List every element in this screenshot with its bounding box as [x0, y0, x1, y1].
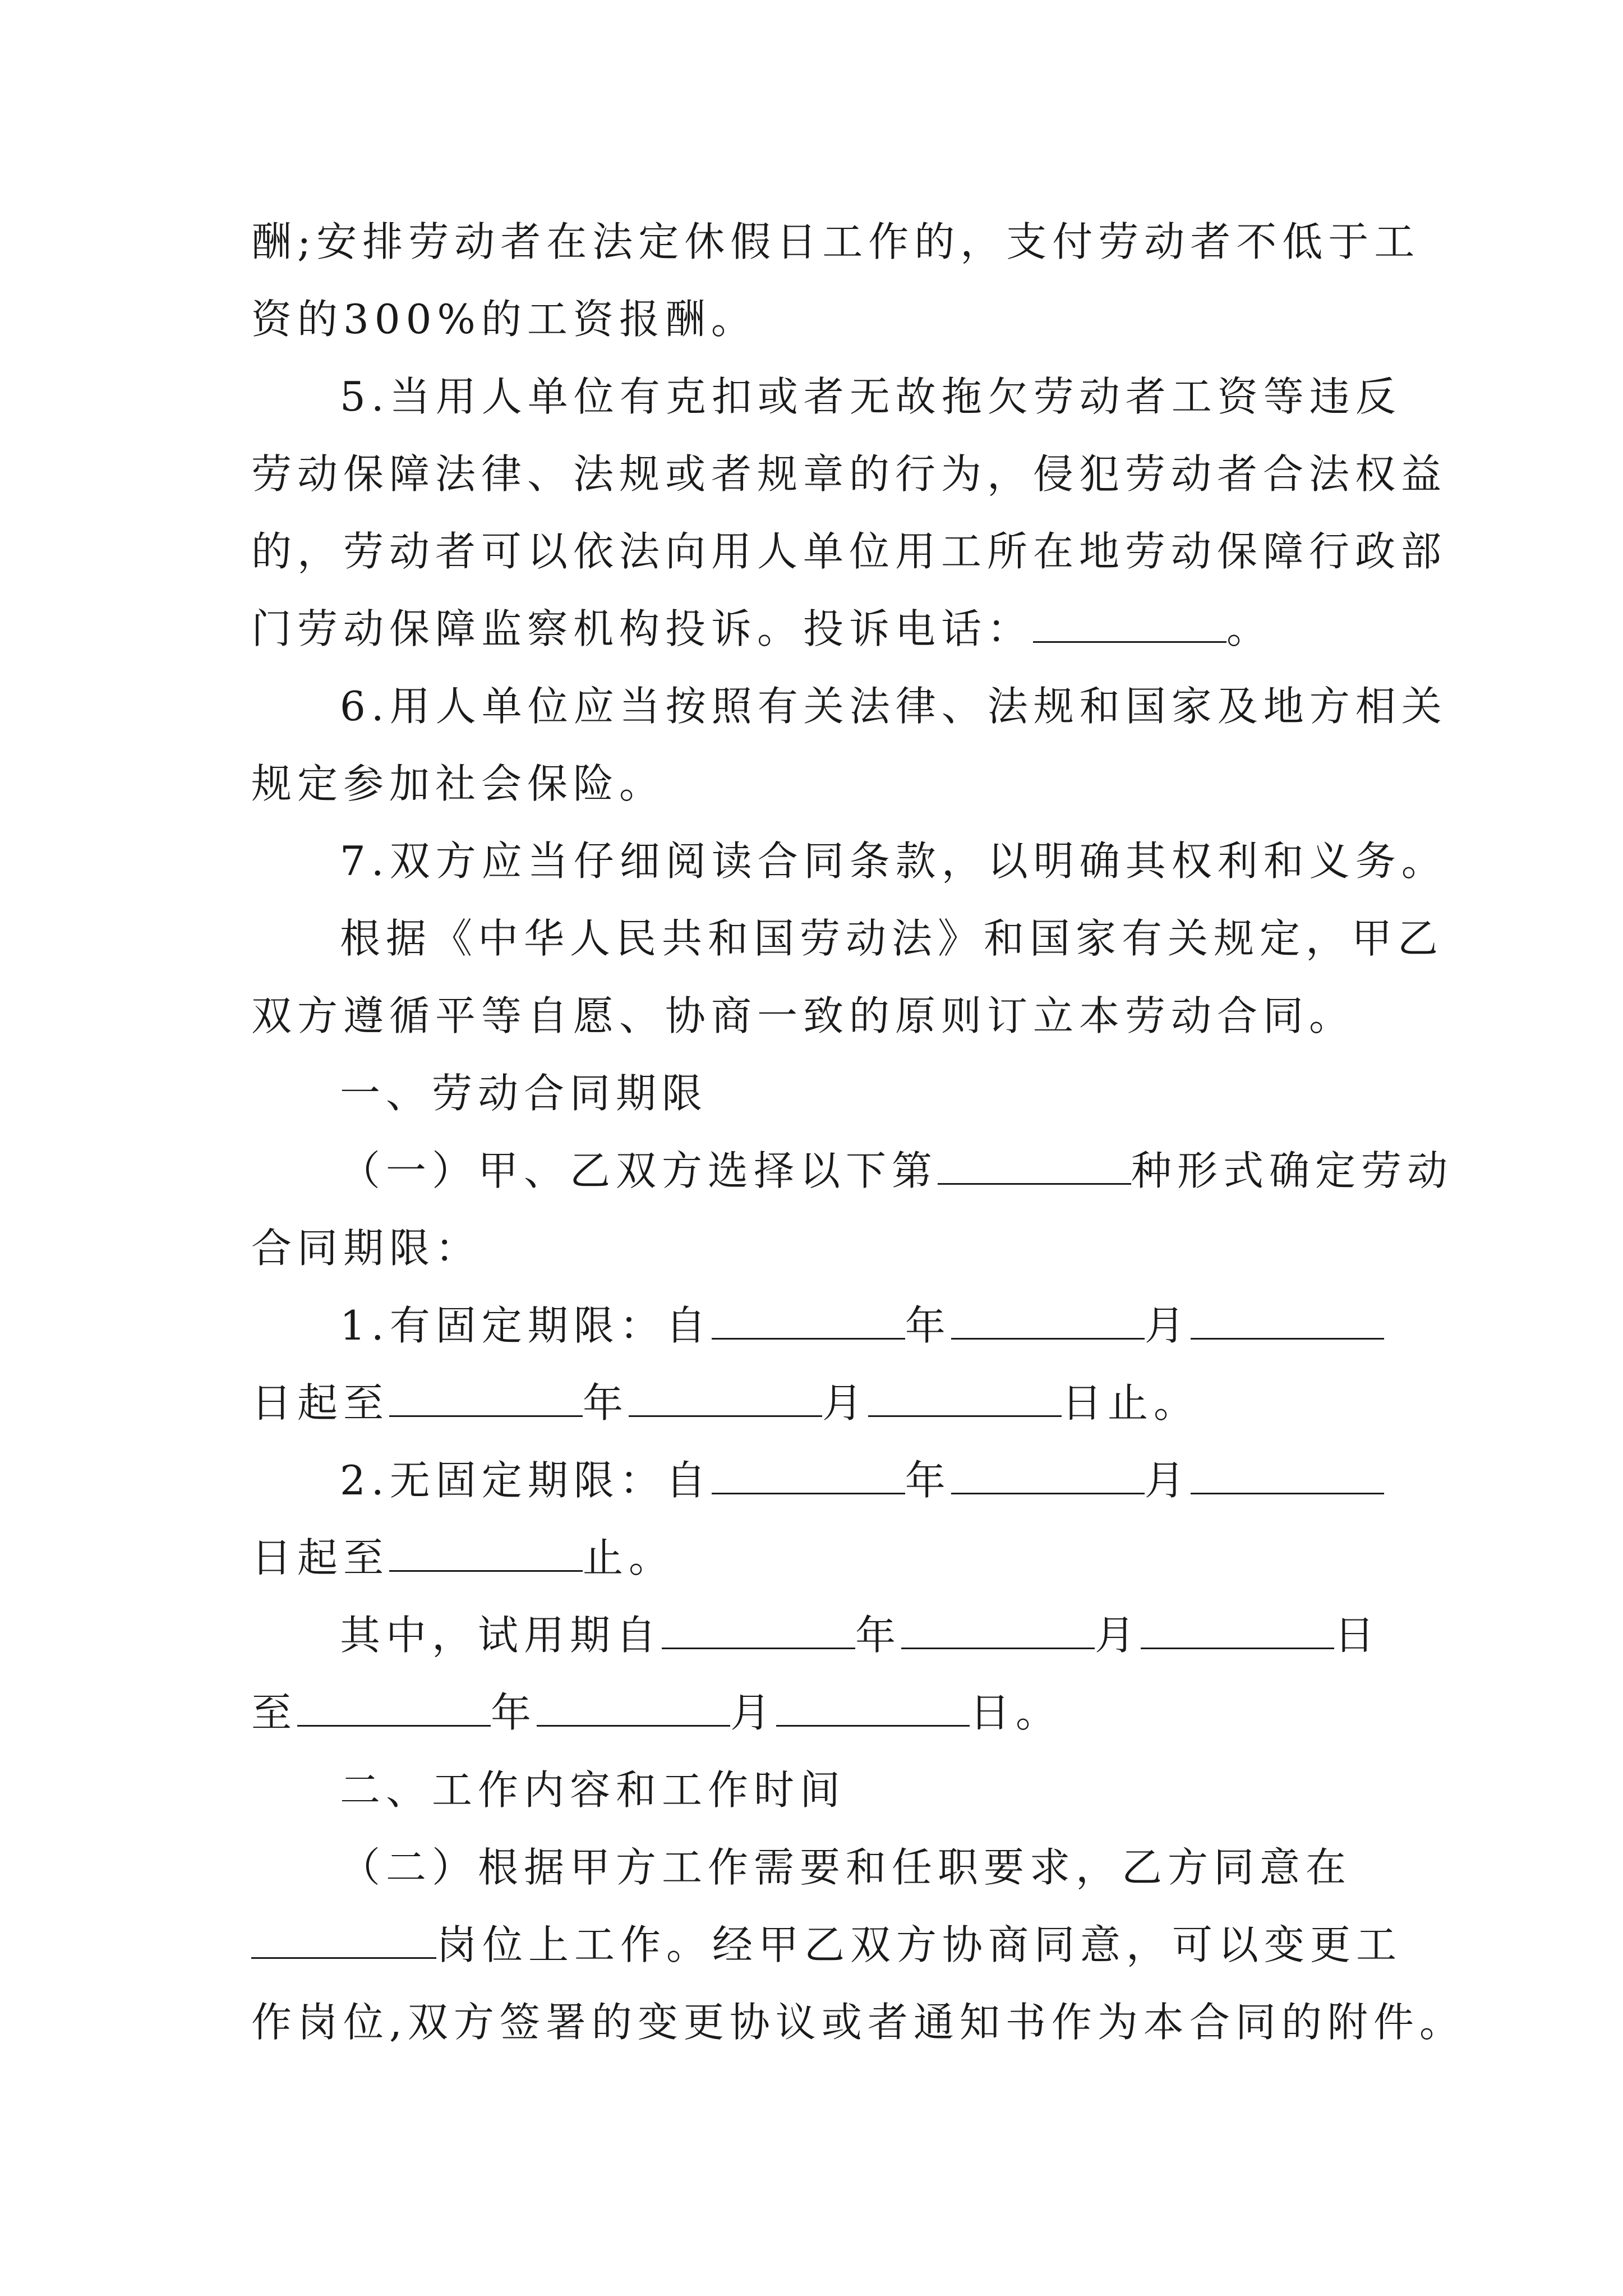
fill-in-blank [712, 1306, 905, 1340]
text-line [251, 1442, 1384, 1519]
fill-in-blank [1191, 1461, 1384, 1494]
text-line: 作岗位,双方签署的变更协议或者通知书作为本合同的附件。 [251, 1999, 1465, 2046]
fill-in-blank [901, 1616, 1095, 1649]
text-segment: 日起至 [251, 1379, 390, 1427]
text-segment: 年 [855, 1612, 902, 1659]
text-line [251, 1519, 1384, 1596]
text-segment: 门劳动保障监察机构投诉。投诉电话： [251, 605, 1034, 652]
text-line: 劳动保障法律、法规或者规章的行为，侵犯劳动者合法权益 [251, 450, 1447, 498]
text-segment: 年 [491, 1689, 537, 1736]
text-segment: 月 [1144, 1457, 1191, 1504]
text-segment: 种形式确定劳动 [1131, 1147, 1454, 1194]
fill-in-blank [1033, 610, 1227, 643]
fill-in-blank [951, 1306, 1145, 1340]
text-segment: 。 [1227, 605, 1273, 652]
text-line: 合同期限： [251, 1225, 482, 1272]
fill-in-blank [389, 1539, 583, 1572]
fill-in-blank [662, 1616, 855, 1649]
document-body [251, 203, 1465, 2061]
text-segment: 月 [1144, 1302, 1191, 1349]
fill-in-blank [776, 1694, 970, 1727]
text-segment: 年 [583, 1379, 629, 1427]
text-segment: 日止。 [1062, 1379, 1200, 1427]
text-segment: 月 [1095, 1612, 1141, 1659]
fill-in-blank [629, 1384, 822, 1417]
text-line [251, 1674, 1384, 1751]
text-segment: 至 [251, 1689, 298, 1736]
text-line: 酬;安排劳动者在法定休假日工作的，支付劳动者不低于工 [251, 218, 1421, 265]
fill-in-blank [868, 1384, 1062, 1417]
fill-in-blank [297, 1694, 491, 1727]
fill-in-blank [251, 1926, 436, 1959]
fill-in-blank [537, 1694, 730, 1727]
text-segment: 日。 [970, 1689, 1062, 1736]
text-segment: 1.有固定期限：自 [340, 1302, 712, 1349]
fill-in-blank [951, 1461, 1145, 1494]
text-line [251, 1364, 1384, 1442]
text-line [251, 1132, 1454, 1209]
fill-in-blank [712, 1461, 905, 1494]
text-segment: 日起至 [251, 1534, 390, 1581]
text-segment: 其中，试用期自 [340, 1612, 662, 1659]
text-line: 规定参加社会保险。 [251, 760, 666, 807]
section-heading: 二、工作内容和工作时间 [340, 1766, 846, 1814]
fill-in-blank [389, 1384, 583, 1417]
text-segment: 年 [905, 1457, 951, 1504]
text-line: 7.双方应当仔细阅读合同条款，以明确其权利和义务。 [340, 838, 1447, 885]
text-segment: 年 [905, 1302, 951, 1349]
section-heading: 一、劳动合同期限 [340, 1070, 708, 1117]
text-segment: 岗位上工作。经甲乙双方协商同意，可以变更工 [436, 1921, 1403, 1968]
text-line [251, 1906, 1403, 1984]
text-line: 根据《中华人民共和国劳动法》和国家有关规定，甲乙 [340, 915, 1444, 962]
text-line [251, 590, 1384, 668]
text-line [251, 1596, 1384, 1674]
text-line: 双方遵循平等自愿、协商一致的原则订立本劳动合同。 [251, 992, 1355, 1039]
text-line: （二）根据甲方工作需要和任职要求，乙方同意在 [340, 1844, 1352, 1891]
text-segment: 2.无固定期限：自 [340, 1457, 712, 1504]
text-line: 6.用人单位应当按照有关法律、法规和国家及地方相关 [340, 683, 1447, 730]
text-segment: 月 [822, 1379, 869, 1427]
fill-in-blank [938, 1152, 1131, 1185]
text-segment: （一）甲、乙双方选择以下第 [340, 1147, 938, 1194]
fill-in-blank [1191, 1306, 1384, 1340]
text-line: 的，劳动者可以依法向用人单位用工所在地劳动保障行政部 [251, 528, 1447, 575]
text-segment: 止。 [583, 1534, 675, 1581]
fill-in-blank [1141, 1616, 1334, 1649]
text-line: 资的300%的工资报酬。 [251, 296, 757, 343]
text-line [251, 1287, 1384, 1364]
text-segment: 日 [1334, 1612, 1381, 1659]
text-line: 5.当用人单位有克扣或者无故拖欠劳动者工资等违反 [340, 373, 1401, 420]
text-segment: 月 [730, 1689, 777, 1736]
